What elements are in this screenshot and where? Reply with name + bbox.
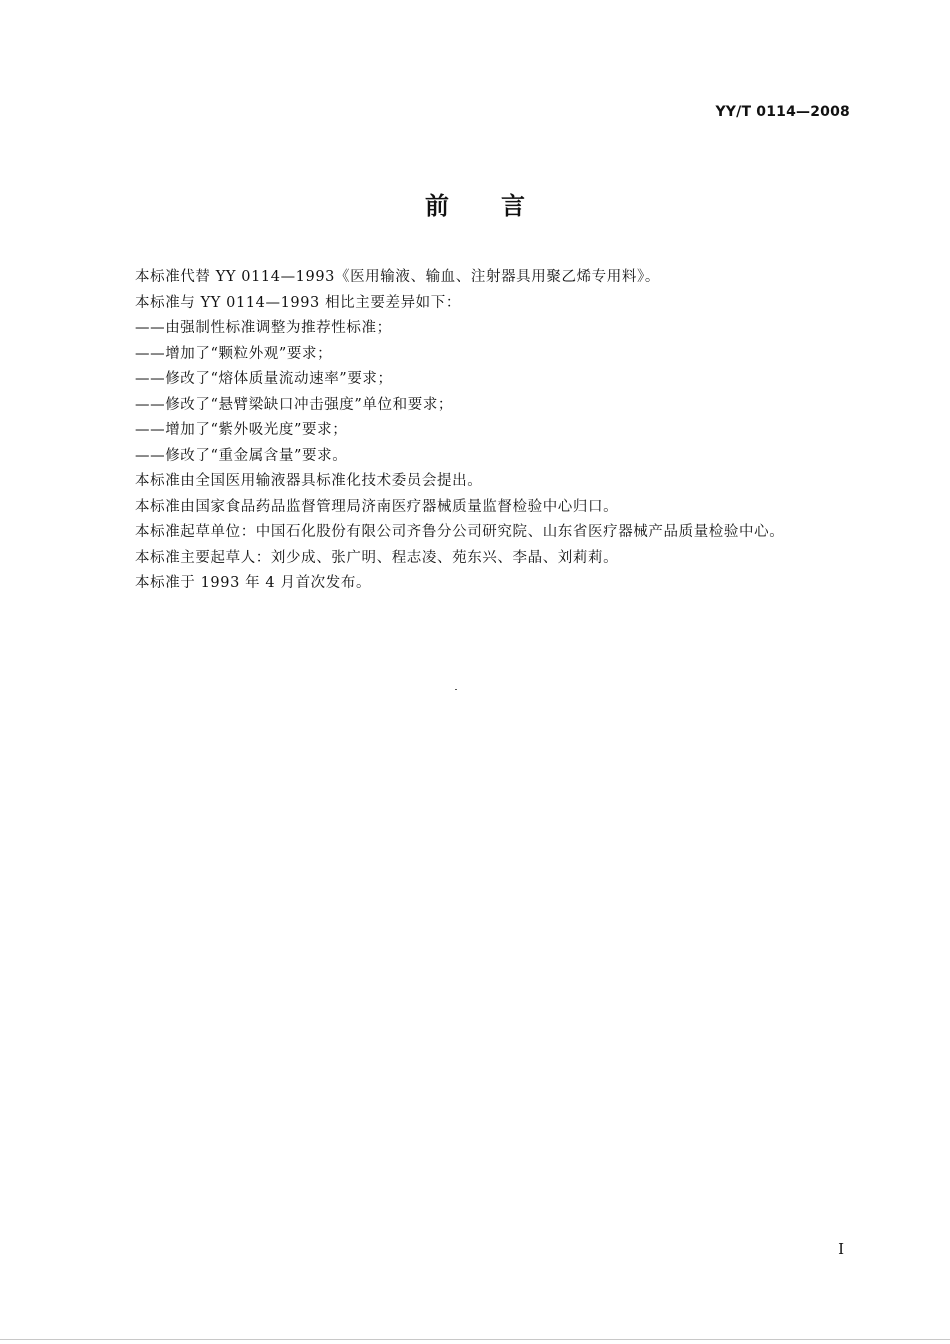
line-diff-item: ——增加了“颗粒外观”要求； [135,345,333,362]
foreword-body [135,265,855,597]
page-number: I [838,1240,844,1258]
line-diff-item: ——由强制性标准调整为推荐性标准； [135,320,392,336]
line-first-issued: 本标准于 1993 年 4 月首次发布。 [135,575,372,591]
line-diff-item: ——修改了“重金属含量”要求。 [135,447,348,464]
line-differences-intro: 本标准与 YY 0114—1993 相比主要差异如下： [135,294,461,311]
line-centralized-by: 本标准由国家食品药品监督管理局济南医疗器械质量监督检验中心归口。 [135,498,619,515]
line-diff-item: ——修改了“悬臂梁缺口冲击强度”单位和要求； [135,396,454,413]
document-code: YY/T 0114—2008 [715,104,850,120]
page-bottom-edge [0,1339,950,1340]
line-drafters: 本标准主要起草人：刘少成、张广明、程志凌、苑东兴、李晶、刘莉莉。 [135,549,619,566]
line-diff-item: ——增加了“紫外吸光度”要求； [135,422,348,438]
line-replaces: 本标准代替 YY 0114—1993《医用输液、输血、注射器具用聚乙烯专用料》。 [135,269,660,285]
line-diff-item: ——修改了“熔体质量流动速率”要求； [135,371,393,387]
line-drafting-units: 本标准起草单位：中国石化股份有限公司齐鲁分公司研究院、山东省医疗器械产品质量检验中心。 [135,524,785,540]
line-proposed-by: 本标准由全国医用输液器具标准化技术委员会提出。 [135,473,483,489]
page-title: 前言 [425,192,577,220]
scan-speck [455,689,457,690]
